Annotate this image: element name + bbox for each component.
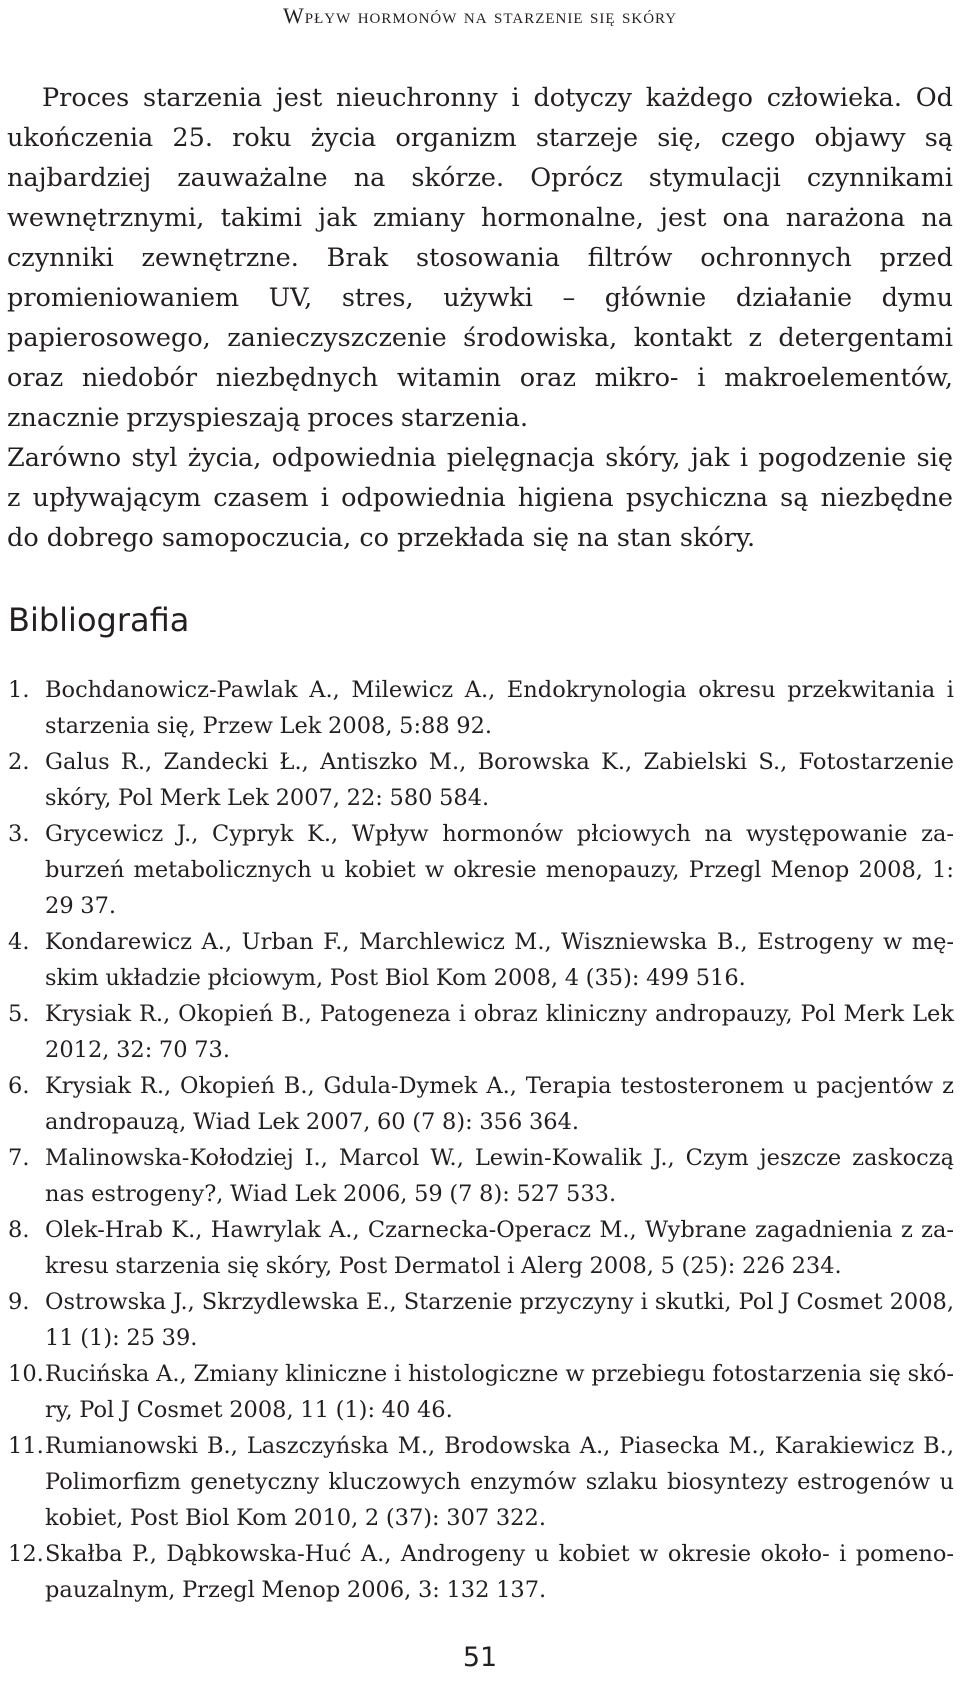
reference-text: Ostrowska J., Skrzydlewska E., Starzenie przyczyny i skutki, Pol J Cosmet 2008, 11 (1): 25 39. [45, 1289, 954, 1351]
reference-number: 2. [8, 749, 30, 775]
reference-item [8, 1428, 954, 1536]
body-paragraph-2: Zarówno styl życia, odpowiednia pielęgnacja skóry, jak i pogodzenie się z upływającym czasem i odpowiednia higiena psychiczna są niezbędne do dobrego samopoczucia, co przekłada się na stan skóry. [7, 443, 953, 553]
reference-number: 3. [8, 821, 30, 847]
reference-item [8, 1140, 954, 1212]
reference-item [8, 1284, 954, 1356]
reference-item [8, 744, 954, 816]
body-paragraph-1: Proces starzenia jest nieuchronny i dotyczy każdego człowieka. Od ukończenia 25. roku życia organizm starzeje się, czego objawy są najbardziej zauważalne na skórze. Oprócz stymulacji czynnikami wewnętrznymi, takimi jak zmiany hormonalne, jest ona narażona na czynniki zewnętrzne. Brak stosowania filtrów ochronnych przed promieniowaniem UV, stres, używki – głównie działanie dymu papierosowego, zanieczyszczenie środowiska, kontakt z detergentami oraz niedobór niezbędnych witamin oraz mikro- i makroelementów, znacznie przyspieszają proces starzenia. [7, 83, 953, 433]
reference-item [8, 924, 954, 996]
reference-text: Skałba P., Dąbkowska-Huć A., Androgeny u kobiet w okresie około- i pomenopauzalnym, Przegl Menop 2006, 3: 132 137. [45, 1541, 954, 1603]
reference-number: 11. [8, 1433, 44, 1459]
reference-item [8, 996, 954, 1068]
reference-text: Olek-Hrab K., Hawrylak A., Czarnecka-Operacz M., Wybrane zagadnienia z zakresu starzenia się skóry, Post Dermatol i Alerg 2008, 5 (25): 226 234. [45, 1217, 954, 1279]
reference-text: Rucińska A., Zmiany kliniczne i histologiczne w przebiegu fotostarzenia się skóry, Pol J Cosmet 2008, 11 (1): 40 46. [45, 1361, 954, 1423]
reference-item [8, 816, 954, 924]
reference-number: 6. [8, 1073, 30, 1099]
reference-text: Kondarewicz A., Urban F., Marchlewicz M., Wiszniewska B., Estrogeny w męskim układzie płciowym, Post Biol Kom 2008, 4 (35): 499 516. [45, 929, 954, 991]
reference-item [8, 1068, 954, 1140]
reference-text: Krysiak R., Okopień B., Patogeneza i obraz kliniczny andropauzy, Pol Merk Lek 2012, 32: 70 73. [45, 1001, 954, 1063]
reference-number: 1. [8, 677, 30, 703]
reference-number: 8. [8, 1217, 30, 1243]
reference-text: Bochdanowicz-Pawlak A., Milewicz A., Endokrynologia okresu przekwitania i starzenia się, Przew Lek 2008, 5:88 92. [45, 677, 954, 739]
reference-number: 12. [8, 1541, 44, 1567]
reference-text: Krysiak R., Okopień B., Gdula-Dymek A., Terapia testosteronem u pacjentów z andropauzą, Wiad Lek 2007, 60 (7 8): 356 364. [45, 1073, 954, 1135]
reference-item [8, 1356, 954, 1428]
reference-list [8, 672, 954, 1608]
page-number: 51 [462, 1642, 498, 1673]
bibliography-heading: Bibliografia [8, 601, 190, 639]
reference-text: Malinowska-Kołodziej I., Marcol W., Lewin-Kowalik J., Czym jeszcze zaskoczą nas estrogeny?, Wiad Lek 2006, 59 (7 8): 527 533. [45, 1145, 954, 1207]
running-head: Wpływ hormonów na starzenie się skóry [282, 3, 678, 28]
reference-number: 5. [8, 1001, 30, 1027]
reference-number: 10. [8, 1361, 44, 1387]
body-text [7, 78, 953, 558]
reference-item [8, 1212, 954, 1284]
reference-text: Grycewicz J., Cypryk K., Wpływ hormonów płciowych na występowanie zaburzeń metabolicznych u kobiet w okresie menopauzy, Przegl Menop 2008, 1: 29 37. [45, 821, 954, 919]
reference-number: 7. [8, 1145, 30, 1171]
reference-text: Rumianowski B., Laszczyńska M., Brodowska A., Piasecka M., Karakiewicz B., Polimorfizm genetyczny kluczowych enzymów szlaku biosyntezy estrogenów u kobiet, Post Biol Kom 2010, 2 (37): 307 322. [45, 1433, 954, 1531]
reference-text: Galus R., Zandecki Ł., Antiszko M., Borowska K., Zabielski S., Fotostarzenie skóry, Pol Merk Lek 2007, 22: 580 584. [45, 749, 954, 811]
reference-number: 9. [8, 1289, 30, 1315]
reference-item [8, 672, 954, 744]
reference-item [8, 1536, 954, 1608]
reference-number: 4. [8, 929, 30, 955]
